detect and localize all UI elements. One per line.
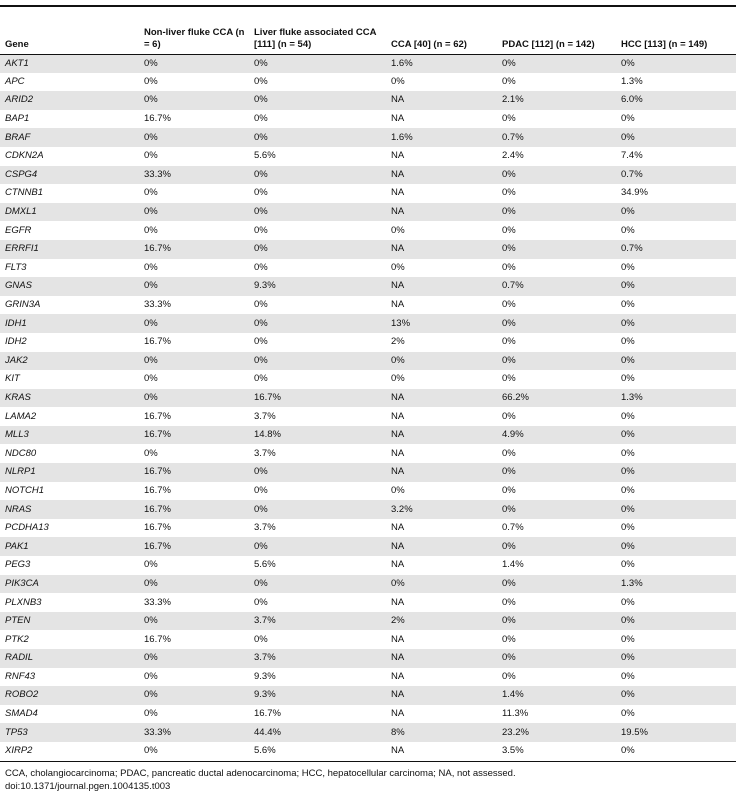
- cell-hcc: 0%: [621, 373, 635, 385]
- cell-gene: IDH1: [5, 317, 27, 329]
- cell-gene: GRIN3A: [5, 299, 41, 311]
- header-gene: Gene: [0, 19, 139, 54]
- cell-cca: NA: [391, 670, 405, 682]
- cell-non-liver-fluke-cca: 0%: [144, 447, 158, 459]
- cell-liver-fluke-cca: 0%: [254, 466, 268, 478]
- cell-liver-fluke-cca: 16.7%: [254, 391, 281, 403]
- table-row: [0, 612, 736, 631]
- cell-cca: NA: [391, 596, 405, 608]
- table-row: [0, 705, 736, 724]
- cell-hcc: 0%: [621, 224, 635, 236]
- cell-pdac: 0%: [502, 75, 516, 87]
- cell-pdac: 0%: [502, 466, 516, 478]
- cell-hcc: 0%: [621, 689, 635, 701]
- cell-non-liver-fluke-cca: 0%: [144, 652, 158, 664]
- cell-liver-fluke-cca: 0%: [254, 113, 268, 125]
- table-row: [0, 259, 736, 278]
- cell-pdac: 0%: [502, 670, 516, 682]
- cell-pdac: 2.1%: [502, 94, 524, 106]
- cell-cca: NA: [391, 94, 405, 106]
- cell-non-liver-fluke-cca: 16.7%: [144, 410, 171, 422]
- cell-liver-fluke-cca: 0%: [254, 243, 268, 255]
- cell-liver-fluke-cca: 9.3%: [254, 689, 276, 701]
- cell-non-liver-fluke-cca: 0%: [144, 224, 158, 236]
- cell-cca: NA: [391, 429, 405, 441]
- cell-pdac: 3.5%: [502, 745, 524, 757]
- cell-liver-fluke-cca: 3.7%: [254, 652, 276, 664]
- cell-liver-fluke-cca: 3.7%: [254, 522, 276, 534]
- cell-cca: NA: [391, 745, 405, 757]
- table-footnote: CCA, cholangiocarcinoma; PDAC, pancreatic ductal adenocarcinoma; HCC, hepatocellular carcinoma; NA, not assessed.: [5, 768, 516, 779]
- cell-gene: GNAS: [5, 280, 32, 292]
- table-row: [0, 110, 736, 129]
- cell-liver-fluke-cca: 3.7%: [254, 410, 276, 422]
- cell-non-liver-fluke-cca: 0%: [144, 206, 158, 218]
- cell-hcc: 0%: [621, 466, 635, 478]
- cell-non-liver-fluke-cca: 0%: [144, 615, 158, 627]
- cell-non-liver-fluke-cca: 0%: [144, 75, 158, 87]
- table-row: [0, 184, 736, 203]
- cell-hcc: 0%: [621, 354, 635, 366]
- cell-liver-fluke-cca: 0%: [254, 299, 268, 311]
- table-row: [0, 407, 736, 426]
- cell-gene: RNF43: [5, 670, 36, 682]
- cell-gene: NLRP1: [5, 466, 36, 478]
- cell-pdac: 0%: [502, 484, 516, 496]
- cell-cca: 3.2%: [391, 503, 413, 515]
- cell-non-liver-fluke-cca: 0%: [144, 150, 158, 162]
- table-row: [0, 500, 736, 519]
- cell-liver-fluke-cca: 0%: [254, 354, 268, 366]
- cell-pdac: 0%: [502, 540, 516, 552]
- cell-gene: FLT3: [5, 261, 27, 273]
- cell-pdac: 0%: [502, 224, 516, 236]
- cell-hcc: 7.4%: [621, 150, 643, 162]
- cell-liver-fluke-cca: 0%: [254, 577, 268, 589]
- cell-liver-fluke-cca: 0%: [254, 187, 268, 199]
- cell-pdac: 23.2%: [502, 726, 529, 738]
- cell-gene: KRAS: [5, 391, 31, 403]
- cell-hcc: 0%: [621, 336, 635, 348]
- cell-pdac: 0%: [502, 336, 516, 348]
- cell-pdac: 4.9%: [502, 429, 524, 441]
- cell-gene: PTEN: [5, 615, 31, 627]
- cell-pdac: 1.4%: [502, 559, 524, 571]
- cell-cca: 0%: [391, 373, 405, 385]
- cell-hcc: 0%: [621, 280, 635, 292]
- cell-liver-fluke-cca: 44.4%: [254, 726, 281, 738]
- cell-non-liver-fluke-cca: 0%: [144, 373, 158, 385]
- cell-hcc: 1.3%: [621, 577, 643, 589]
- cell-gene: APC: [5, 75, 25, 87]
- top-rule: [0, 5, 736, 7]
- table-row: [0, 370, 736, 389]
- cell-gene: KIT: [5, 373, 20, 385]
- cell-liver-fluke-cca: 0%: [254, 206, 268, 218]
- cell-pdac: 11.3%: [502, 708, 529, 720]
- cell-cca: NA: [391, 708, 405, 720]
- cell-cca: NA: [391, 150, 405, 162]
- cell-cca: 0%: [391, 224, 405, 236]
- cell-non-liver-fluke-cca: 0%: [144, 317, 158, 329]
- cell-gene: TP53: [5, 726, 28, 738]
- table-row: [0, 649, 736, 668]
- cell-cca: NA: [391, 689, 405, 701]
- cell-gene: XIRP2: [5, 745, 33, 757]
- table-row: [0, 426, 736, 445]
- cell-non-liver-fluke-cca: 16.7%: [144, 243, 171, 255]
- cell-hcc: 0%: [621, 503, 635, 515]
- table-row: [0, 556, 736, 575]
- table-row: [0, 537, 736, 556]
- cell-non-liver-fluke-cca: 16.7%: [144, 336, 171, 348]
- cell-non-liver-fluke-cca: 0%: [144, 391, 158, 403]
- cell-cca: NA: [391, 206, 405, 218]
- cell-pdac: 0.7%: [502, 522, 524, 534]
- cell-hcc: 0%: [621, 708, 635, 720]
- cell-non-liver-fluke-cca: 33.3%: [144, 168, 171, 180]
- cell-pdac: 0%: [502, 596, 516, 608]
- table-row: [0, 519, 736, 538]
- cell-gene: MLL3: [5, 429, 29, 441]
- cell-cca: NA: [391, 559, 405, 571]
- cell-pdac: 0%: [502, 113, 516, 125]
- cell-non-liver-fluke-cca: 0%: [144, 577, 158, 589]
- header-row: [0, 19, 736, 54]
- cell-cca: NA: [391, 168, 405, 180]
- cell-liver-fluke-cca: 0%: [254, 131, 268, 143]
- cell-gene: RADIL: [5, 652, 33, 664]
- cell-cca: NA: [391, 522, 405, 534]
- cell-gene: PIK3CA: [5, 577, 39, 589]
- cell-cca: NA: [391, 187, 405, 199]
- table-row: [0, 482, 736, 501]
- cell-liver-fluke-cca: 9.3%: [254, 280, 276, 292]
- cell-hcc: 0%: [621, 615, 635, 627]
- cell-hcc: 34.9%: [621, 187, 648, 199]
- cell-liver-fluke-cca: 0%: [254, 94, 268, 106]
- table-row: [0, 444, 736, 463]
- header-hcc: HCC [113] (n = 149): [616, 19, 736, 54]
- cell-pdac: 0%: [502, 615, 516, 627]
- table-row: [0, 463, 736, 482]
- cell-cca: NA: [391, 299, 405, 311]
- cell-gene: ERRFI1: [5, 243, 39, 255]
- table-row: [0, 147, 736, 166]
- cell-liver-fluke-cca: 0%: [254, 336, 268, 348]
- cell-pdac: 0%: [502, 410, 516, 422]
- cell-pdac: 0%: [502, 299, 516, 311]
- cell-pdac: 0%: [502, 243, 516, 255]
- cell-cca: 2%: [391, 336, 405, 348]
- table-row: [0, 389, 736, 408]
- cell-gene: LAMA2: [5, 410, 37, 422]
- cell-cca: NA: [391, 280, 405, 292]
- table-row: [0, 630, 736, 649]
- cell-hcc: 0%: [621, 559, 635, 571]
- cell-hcc: 0%: [621, 633, 635, 645]
- cell-cca: 1.6%: [391, 131, 413, 143]
- cell-hcc: 0%: [621, 522, 635, 534]
- cell-gene: BAP1: [5, 113, 30, 125]
- cell-liver-fluke-cca: 3.7%: [254, 615, 276, 627]
- cell-liver-fluke-cca: 0%: [254, 57, 268, 69]
- cell-liver-fluke-cca: 0%: [254, 224, 268, 236]
- table-row: [0, 277, 736, 296]
- header-liver-fluke-cca: Liver fluke associated CCA [111] (n = 54): [249, 19, 386, 54]
- cell-hcc: 0%: [621, 57, 635, 69]
- cell-liver-fluke-cca: 0%: [254, 633, 268, 645]
- cell-non-liver-fluke-cca: 0%: [144, 131, 158, 143]
- cell-hcc: 0%: [621, 410, 635, 422]
- table-row: [0, 128, 736, 147]
- cell-cca: NA: [391, 243, 405, 255]
- cell-non-liver-fluke-cca: 16.7%: [144, 466, 171, 478]
- cell-liver-fluke-cca: 0%: [254, 261, 268, 273]
- cell-gene: ARID2: [5, 94, 33, 106]
- cell-non-liver-fluke-cca: 33.3%: [144, 299, 171, 311]
- cell-non-liver-fluke-cca: 0%: [144, 745, 158, 757]
- table-row: [0, 593, 736, 612]
- cell-pdac: 1.4%: [502, 689, 524, 701]
- cell-cca: 0%: [391, 577, 405, 589]
- cell-non-liver-fluke-cca: 33.3%: [144, 726, 171, 738]
- cell-non-liver-fluke-cca: 0%: [144, 689, 158, 701]
- cell-cca: 0%: [391, 484, 405, 496]
- cell-liver-fluke-cca: 14.8%: [254, 429, 281, 441]
- cell-pdac: 0%: [502, 187, 516, 199]
- cell-hcc: 0%: [621, 131, 635, 143]
- cell-hcc: 0%: [621, 113, 635, 125]
- mutation-frequency-table: [0, 19, 736, 761]
- header-non-liver-fluke-cca: Non-liver fluke CCA (n = 6): [139, 19, 249, 54]
- cell-cca: NA: [391, 466, 405, 478]
- cell-gene: SMAD4: [5, 708, 38, 720]
- table-body: [0, 54, 736, 761]
- cell-gene: PTK2: [5, 633, 29, 645]
- cell-non-liver-fluke-cca: 33.3%: [144, 596, 171, 608]
- cell-cca: NA: [391, 447, 405, 459]
- cell-non-liver-fluke-cca: 16.7%: [144, 429, 171, 441]
- cell-hcc: 0%: [621, 206, 635, 218]
- cell-pdac: 0.7%: [502, 131, 524, 143]
- cell-liver-fluke-cca: 0%: [254, 540, 268, 552]
- table-row: [0, 203, 736, 222]
- cell-hcc: 0%: [621, 652, 635, 664]
- cell-non-liver-fluke-cca: 0%: [144, 187, 158, 199]
- cell-cca: 0%: [391, 354, 405, 366]
- cell-non-liver-fluke-cca: 0%: [144, 280, 158, 292]
- table-row: [0, 575, 736, 594]
- cell-cca: NA: [391, 391, 405, 403]
- table-row: [0, 73, 736, 92]
- cell-hcc: 0.7%: [621, 168, 643, 180]
- cell-hcc: 0.7%: [621, 243, 643, 255]
- table-row: [0, 91, 736, 110]
- cell-liver-fluke-cca: 0%: [254, 596, 268, 608]
- table-row: [0, 742, 736, 761]
- cell-cca: NA: [391, 633, 405, 645]
- cell-cca: 0%: [391, 75, 405, 87]
- cell-liver-fluke-cca: 3.7%: [254, 447, 276, 459]
- cell-gene: PCDHA13: [5, 522, 49, 534]
- table-row: [0, 686, 736, 705]
- cell-cca: 13%: [391, 317, 411, 329]
- cell-pdac: 0%: [502, 57, 516, 69]
- header-pdac: PDAC [112] (n = 142): [497, 19, 616, 54]
- cell-gene: NOTCH1: [5, 484, 45, 496]
- cell-pdac: 0%: [502, 652, 516, 664]
- cell-gene: PLXNB3: [5, 596, 42, 608]
- cell-gene: AKT1: [5, 57, 29, 69]
- cell-hcc: 0%: [621, 540, 635, 552]
- cell-pdac: 0.7%: [502, 280, 524, 292]
- cell-liver-fluke-cca: 16.7%: [254, 708, 281, 720]
- cell-hcc: 0%: [621, 429, 635, 441]
- cell-cca: 8%: [391, 726, 405, 738]
- cell-hcc: 0%: [621, 317, 635, 329]
- cell-non-liver-fluke-cca: 16.7%: [144, 633, 171, 645]
- cell-gene: DMXL1: [5, 206, 37, 218]
- cell-liver-fluke-cca: 0%: [254, 503, 268, 515]
- cell-cca: NA: [391, 410, 405, 422]
- table-row: [0, 333, 736, 352]
- cell-liver-fluke-cca: 9.3%: [254, 670, 276, 682]
- cell-hcc: 0%: [621, 299, 635, 311]
- cell-non-liver-fluke-cca: 0%: [144, 670, 158, 682]
- cell-pdac: 0%: [502, 633, 516, 645]
- cell-gene: PAK1: [5, 540, 29, 552]
- cell-gene: CDKN2A: [5, 150, 44, 162]
- cell-gene: JAK2: [5, 354, 28, 366]
- cell-cca: NA: [391, 540, 405, 552]
- cell-liver-fluke-cca: 0%: [254, 317, 268, 329]
- cell-hcc: 6.0%: [621, 94, 643, 106]
- cell-gene: IDH2: [5, 336, 27, 348]
- table-row: [0, 668, 736, 687]
- cell-gene: PEG3: [5, 559, 31, 571]
- cell-gene: BRAF: [5, 131, 31, 143]
- cell-pdac: 0%: [502, 317, 516, 329]
- cell-pdac: 0%: [502, 206, 516, 218]
- cell-hcc: 1.3%: [621, 75, 643, 87]
- cell-non-liver-fluke-cca: 0%: [144, 708, 158, 720]
- table-row: [0, 54, 736, 73]
- cell-hcc: 0%: [621, 596, 635, 608]
- cell-non-liver-fluke-cca: 16.7%: [144, 522, 171, 534]
- cell-pdac: 0%: [502, 577, 516, 589]
- table-row: [0, 221, 736, 240]
- cell-cca: 0%: [391, 261, 405, 273]
- header-cca: CCA [40] (n = 62): [386, 19, 497, 54]
- cell-non-liver-fluke-cca: 16.7%: [144, 503, 171, 515]
- cell-liver-fluke-cca: 5.6%: [254, 150, 276, 162]
- cell-liver-fluke-cca: 0%: [254, 484, 268, 496]
- cell-liver-fluke-cca: 0%: [254, 75, 268, 87]
- cell-pdac: 0%: [502, 354, 516, 366]
- cell-non-liver-fluke-cca: 0%: [144, 261, 158, 273]
- cell-pdac: 0%: [502, 168, 516, 180]
- cell-gene: EGFR: [5, 224, 32, 236]
- cell-pdac: 2.4%: [502, 150, 524, 162]
- cell-hcc: 19.5%: [621, 726, 648, 738]
- cell-non-liver-fluke-cca: 0%: [144, 94, 158, 106]
- cell-gene: CTNNB1: [5, 187, 44, 199]
- doi-text: doi:10.1371/journal.pgen.1004135.t003: [5, 781, 171, 792]
- cell-liver-fluke-cca: 5.6%: [254, 559, 276, 571]
- cell-pdac: 0%: [502, 261, 516, 273]
- cell-gene: ROBO2: [5, 689, 39, 701]
- cell-hcc: 0%: [621, 484, 635, 496]
- cell-non-liver-fluke-cca: 16.7%: [144, 113, 171, 125]
- cell-hcc: 0%: [621, 261, 635, 273]
- cell-hcc: 0%: [621, 447, 635, 459]
- table-row: [0, 166, 736, 185]
- table-row: [0, 296, 736, 315]
- table-row: [0, 723, 736, 742]
- cell-hcc: 0%: [621, 670, 635, 682]
- cell-gene: NDC80: [5, 447, 37, 459]
- table-row: [0, 240, 736, 259]
- table-row: [0, 314, 736, 333]
- cell-gene: NRAS: [5, 503, 32, 515]
- cell-non-liver-fluke-cca: 16.7%: [144, 540, 171, 552]
- cell-pdac: 66.2%: [502, 391, 529, 403]
- bottom-rule: [0, 761, 736, 762]
- cell-non-liver-fluke-cca: 0%: [144, 57, 158, 69]
- cell-gene: CSPG4: [5, 168, 38, 180]
- cell-cca: 2%: [391, 615, 405, 627]
- cell-pdac: 0%: [502, 447, 516, 459]
- cell-cca: NA: [391, 113, 405, 125]
- cell-pdac: 0%: [502, 373, 516, 385]
- cell-pdac: 0%: [502, 503, 516, 515]
- cell-non-liver-fluke-cca: 16.7%: [144, 484, 171, 496]
- cell-cca: 1.6%: [391, 57, 413, 69]
- table-row: [0, 352, 736, 371]
- cell-non-liver-fluke-cca: 0%: [144, 559, 158, 571]
- cell-liver-fluke-cca: 5.6%: [254, 745, 276, 757]
- cell-cca: NA: [391, 652, 405, 664]
- cell-non-liver-fluke-cca: 0%: [144, 354, 158, 366]
- cell-hcc: 0%: [621, 745, 635, 757]
- cell-liver-fluke-cca: 0%: [254, 168, 268, 180]
- cell-hcc: 1.3%: [621, 391, 643, 403]
- cell-liver-fluke-cca: 0%: [254, 373, 268, 385]
